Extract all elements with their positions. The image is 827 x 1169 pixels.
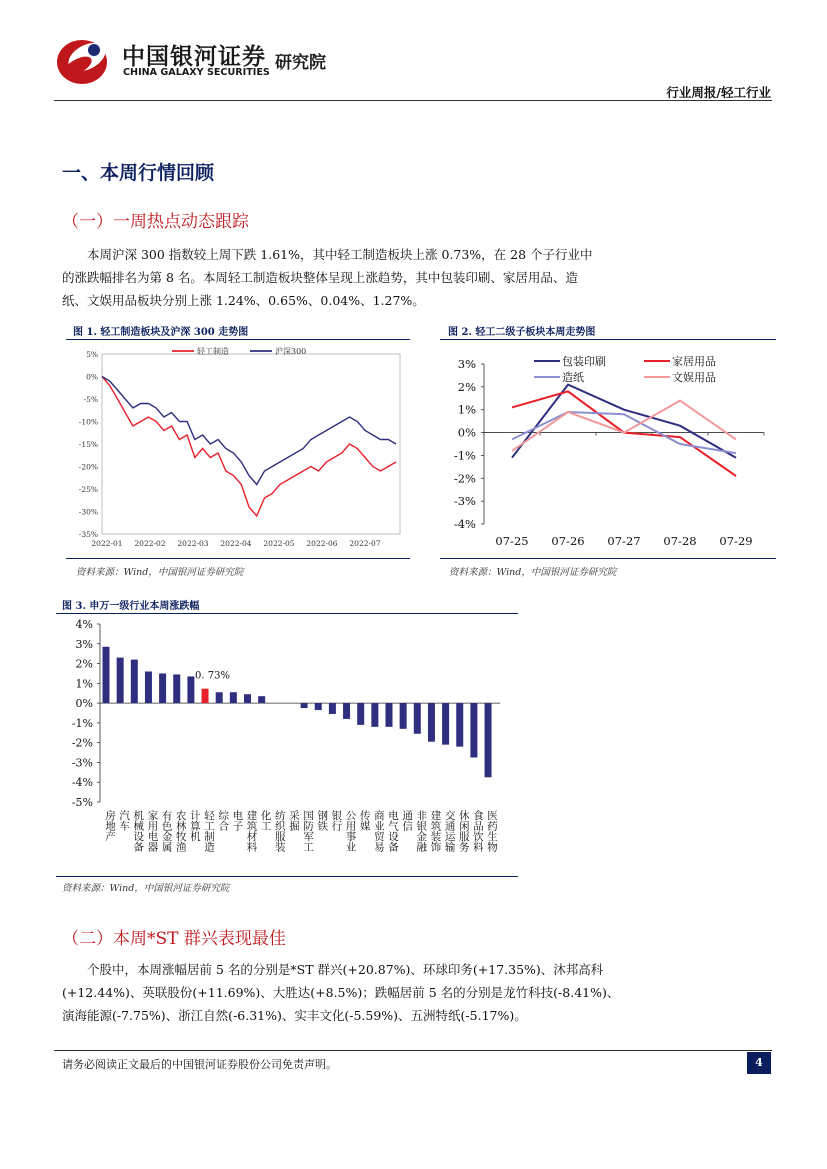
x-category-label: 钢铁 <box>316 810 329 831</box>
x-tick-label: 2022-02 <box>134 539 166 548</box>
figure-1-line-chart <box>66 340 410 558</box>
y-tick-label: 0% <box>457 425 476 440</box>
x-category-label: 建筑装饰 <box>429 810 442 852</box>
figure-2-source: 资料来源：Wind，中国银河证券研究院 <box>449 567 617 578</box>
bar <box>117 658 124 703</box>
x-tick-label: 07-26 <box>551 534 585 548</box>
bar <box>216 692 223 703</box>
x-category-label: 交通运输 <box>443 810 456 852</box>
x-category-label: 农林牧渔 <box>174 810 187 852</box>
bar <box>103 647 110 703</box>
x-category-label: 传媒 <box>358 810 371 831</box>
x-category-label: 非银金融 <box>415 810 428 852</box>
x-tick-label: 2022-03 <box>177 539 209 548</box>
y-tick-label: 1% <box>457 402 476 417</box>
y-tick-label: 2% <box>457 379 476 394</box>
x-category-label: 银行 <box>330 810 343 831</box>
x-category-label: 化工 <box>259 810 272 831</box>
bar <box>400 703 407 729</box>
paragraph-line: 个股中，本周涨幅居前 5 名的分别是*ST 群兴(+20.87%)、环球印务(+17.35%)、沐邦高科 <box>87 962 604 977</box>
y-tick-label: -4% <box>453 517 476 531</box>
bar <box>230 692 237 703</box>
legend-label: 文娱用品 <box>672 371 716 384</box>
y-tick-label: -4% <box>71 776 93 790</box>
x-category-label: 纺织服装 <box>273 810 286 852</box>
series-line-1 <box>102 377 396 517</box>
figure-1-bottom-rule <box>66 558 410 559</box>
x-tick-label: 07-27 <box>607 534 641 548</box>
legend-label: 造纸 <box>562 371 584 384</box>
bar <box>442 703 449 745</box>
figure-2-line-chart <box>440 340 776 558</box>
legend-label: 家居用品 <box>672 355 716 368</box>
y-tick-label: -35% <box>78 530 98 539</box>
footer-disclaimer: 请务必阅读正文最后的中国银河证券股份公司免责声明。 <box>62 1058 337 1071</box>
figure-2-bottom-rule <box>440 558 776 559</box>
bar <box>131 660 138 704</box>
bar <box>145 671 152 703</box>
figure-1-title: 图 1. 轻工制造板块及沪深 300 走势图 <box>73 327 249 338</box>
logo-chinese-name: 中国银河证券 <box>122 44 266 70</box>
y-tick-label: -30% <box>78 507 98 517</box>
y-tick-label: 4% <box>75 618 93 631</box>
y-tick-label: -1% <box>71 716 93 730</box>
figure-2-title: 图 2. 轻工二级子板块本周走势图 <box>448 327 596 338</box>
y-tick-label: -15% <box>78 440 98 449</box>
y-tick-label: 5% <box>86 350 98 359</box>
figure-3-title: 图 3. 申万一级行业本周涨跌幅 <box>62 601 200 612</box>
x-category-label: 食品饮料 <box>471 810 484 852</box>
series-line-2 <box>512 391 736 476</box>
footer-divider <box>54 1050 772 1051</box>
plot-frame <box>102 354 400 534</box>
stock-performance-paragraph <box>62 958 762 1027</box>
series-line-2 <box>102 377 396 485</box>
y-tick-label: -5% <box>83 395 98 404</box>
logo-english-name: CHINA GALAXY SECURITIES <box>123 67 270 78</box>
y-tick-label: -25% <box>78 485 98 494</box>
x-category-label: 公用事业 <box>344 810 357 852</box>
bar <box>414 703 421 734</box>
y-tick-label: -10% <box>78 417 98 427</box>
y-tick-label: -3% <box>71 756 93 770</box>
x-category-label: 商业贸易 <box>372 810 385 852</box>
page-number: 4 <box>747 1052 771 1074</box>
paragraph-line: 本周沪深 300 指数较上周下跌 1.61%，其中轻工制造板块上涨 0.73%，在 28 个子行业中 <box>87 247 593 262</box>
y-tick-label: -5% <box>71 796 93 809</box>
x-tick-label: 2022-05 <box>263 539 295 548</box>
bar <box>485 703 492 777</box>
x-category-label: 采掘 <box>287 810 300 831</box>
x-category-label: 轻工制造 <box>203 810 216 852</box>
figure-3-bar-chart <box>56 614 518 876</box>
x-tick-label: 2022-06 <box>306 539 338 548</box>
y-tick-label: 1% <box>75 677 93 691</box>
bar <box>329 703 336 714</box>
bar <box>470 703 477 757</box>
x-tick-label: 07-29 <box>719 534 753 548</box>
bar <box>301 703 308 708</box>
y-tick-label: 0% <box>75 697 93 711</box>
bar <box>357 703 364 725</box>
bar <box>371 703 378 727</box>
y-tick-label: -1% <box>453 448 476 463</box>
legend-label: 轻工制造 <box>197 347 229 356</box>
x-category-label: 电子 <box>231 810 244 831</box>
x-tick-label: 2022-01 <box>91 539 123 548</box>
paragraph-line: 的涨跌幅排名为第 8 名。本周轻工制造板块整体呈现上涨趋势，其中包装印刷、家居用品、造 <box>62 270 578 285</box>
bar <box>258 696 265 703</box>
subsection-heading: （一）一周热点动态跟踪 <box>62 212 249 232</box>
x-category-label: 计算机 <box>188 810 201 842</box>
x-category-label: 机械设备 <box>132 810 145 852</box>
bar <box>159 673 166 703</box>
paragraph-line: 演海能源(-7.75%)、浙江自然(-6.31%)、实丰文化(-5.59%)、五洲特纸(-5.17%)。 <box>62 1008 527 1023</box>
market-review-paragraph <box>62 243 712 312</box>
highlight-data-label: 0. 73% <box>195 670 231 682</box>
x-tick-label: 07-28 <box>663 534 697 548</box>
logo-institute: 研究院 <box>275 53 326 73</box>
legend-label: 沪深300 <box>275 347 307 356</box>
subsection-heading: （二）本周*ST 群兴表现最佳 <box>62 929 286 949</box>
bar <box>428 703 435 742</box>
bar <box>343 703 350 719</box>
x-category-label: 建筑材料 <box>245 810 258 852</box>
x-category-label: 有色金属 <box>160 810 173 852</box>
report-category-tag: 行业周报/轻工行业 <box>666 85 771 100</box>
bar <box>315 703 322 710</box>
bar <box>202 689 209 703</box>
x-category-label: 汽车 <box>118 810 131 831</box>
y-tick-label: -3% <box>453 494 476 509</box>
paragraph-line: (+12.44%)、英联股份(+11.69%)、大胜达(+8.5%)；跌幅居前 5 名的分别是龙竹科技(-8.41%)、 <box>62 985 620 1000</box>
paragraph-line: 纸、文娱用品板块分别上涨 1.24%、0.65%、0.04%、1.27%。 <box>62 293 425 308</box>
x-category-label: 房地产 <box>104 810 116 842</box>
legend-label: 包装印刷 <box>562 355 606 368</box>
galaxy-logo-icon <box>54 36 112 86</box>
y-tick-label: 3% <box>75 637 93 651</box>
x-tick-label: 2022-07 <box>349 539 381 548</box>
bar <box>187 676 194 703</box>
y-tick-label: -2% <box>453 471 476 486</box>
bar <box>456 703 463 747</box>
x-category-label: 国防军工 <box>302 810 315 852</box>
x-category-label: 通信 <box>401 810 414 831</box>
figure-3-bottom-rule <box>56 876 518 877</box>
y-tick-label: 2% <box>75 657 93 671</box>
x-category-label: 医药生物 <box>486 810 499 852</box>
bar <box>386 703 393 727</box>
y-tick-label: -20% <box>78 462 98 472</box>
bar <box>173 674 180 703</box>
series-line-4 <box>512 401 736 451</box>
y-tick-label: 0% <box>86 372 98 382</box>
x-tick-label: 2022-04 <box>220 539 252 548</box>
x-category-label: 家用电器 <box>146 810 159 852</box>
header-divider <box>54 100 772 101</box>
figure-1-source: 资料来源：Wind，中国银河证券研究院 <box>76 567 244 578</box>
x-category-label: 综合 <box>217 810 230 831</box>
x-category-label: 休闲服务 <box>457 810 470 852</box>
x-category-label: 电气设备 <box>387 810 399 852</box>
y-tick-label: 3% <box>457 357 476 371</box>
x-tick-label: 07-25 <box>495 534 529 548</box>
bar <box>244 694 251 703</box>
figure-3-source: 资料来源：Wind，中国银河证券研究院 <box>62 883 230 894</box>
y-tick-label: -2% <box>71 736 93 750</box>
section-heading: 一、本周行情回顾 <box>62 162 215 184</box>
